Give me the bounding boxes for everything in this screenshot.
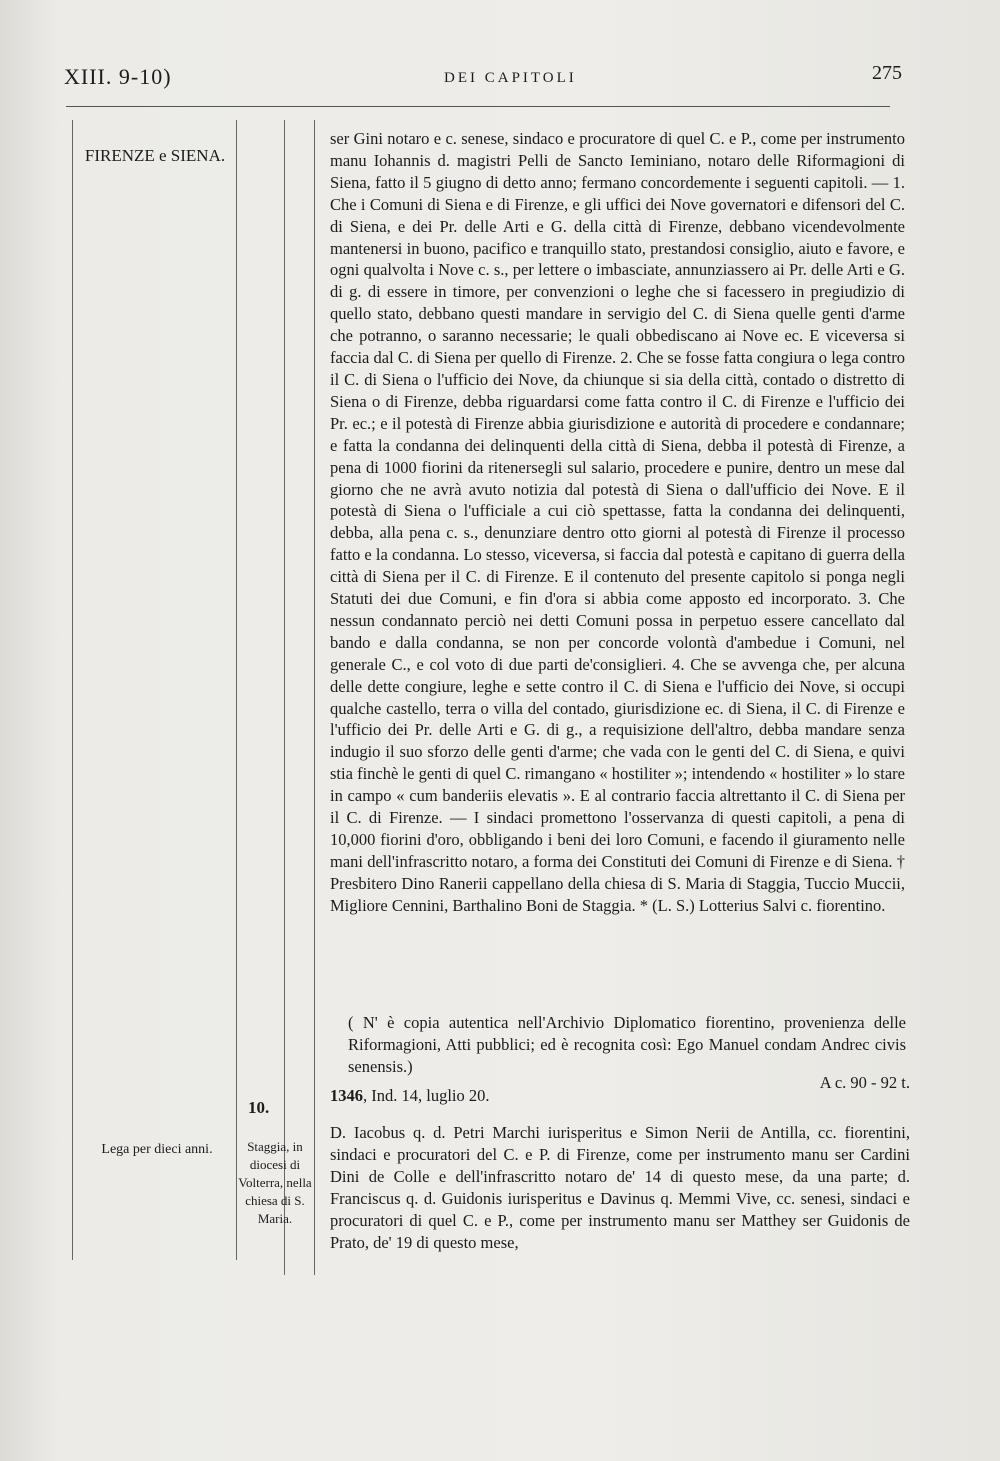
entry-subject: Lega per dieci anni. — [101, 1142, 213, 1157]
page-number: 275 — [872, 62, 902, 84]
header-section-ref: XIII. 9-10) — [64, 64, 172, 89]
running-header — [64, 62, 904, 96]
entry-number: 10. — [248, 1098, 270, 1117]
entry-place: Staggia, in diocesi di Volterra, nella chiesa di S. Maria. — [238, 1139, 312, 1226]
header-title: DEI CAPITOLI — [444, 70, 577, 86]
folio-reference: A c. 90 - 92 t. — [819, 1073, 910, 1092]
entry-year: 1346 — [330, 1086, 363, 1105]
column-rule — [236, 120, 237, 1260]
column-rule — [314, 120, 315, 1275]
entry-date-rest: , Ind. 14, luglio 20. — [363, 1086, 490, 1105]
margin-place-label: FIRENZE e SIENA. — [84, 146, 226, 165]
archival-note: ( N' è copia autentica nell'Archivio Diplomatico fiorentino, provenienza delle Riformagioni, Atti pubblici; ed è recognita così: Ego Manuel condam Andrec civis senensis.) — [348, 1013, 906, 1076]
main-text — [330, 128, 905, 917]
header-rule — [66, 106, 890, 107]
column-rule — [284, 120, 285, 1275]
entry-date — [330, 1086, 490, 1106]
body-paragraph: ser Gini notaro e c. senese, sindaco e procuratore di quel C. e P., come per instrumento manu Iohannis d. magistri Pelli de Sancto Ieminiano, notaro delle Riformagioni di Siena, fatto il 5 giugno di detto anno; fermano concordemente i seguenti capitoli. — 1. Che i Comuni di Siena e di Firenze, e gli uffici dei Nove governatori e difensori del C. di Siena, e dei Pr. delle Arti e G. della città di Firenze, debbano vicendevolmente mantenersi in buono, pacifico e tranquillo stato, prestandosi consiglio, aiuto e favore, e ogni qualvolta i Nove c. s., per lettere o imbasciate, annunziassero ai Pr. delle Arti e G. di g. di essere in timore, per convenzioni o leghe che si facessero in pregiudizio di quello stato, debbano questi mandare in servigio del C. di Siena quelle genti d'arme che potranno, o saranno necessarie; le quali obbediscano ai Nove ec. E viceversa si faccia dal C. di Siena per quello di Firenze. 2. Che se fosse fatta congiura o lega contro il C. di Siena o l'ufficio dei Nove, da chiunque si sia della città, contado o distretto di Siena o di Firenze, debba riguardarsi come fatta contro il C. di Firenze e l'ufficio dei Pr. ec.; e il potestà di Firenze abbia giurisdizione e autorità di procedere e condannare; e fatta la condanna dei delinquenti della città di Siena, debba il potestà di Firenze, a pena di 1000 fiorini da ritenersegli sul salario, procedere e punire, dentro un mese dal giorno che ne avrà avuto notizia dal potestà di Siena o dall'ufficio dei Nove. E il potestà di Siena o l'ufficiale a cui ciò spettasse, fatta la condanna dei delinquenti, debba, alla pena c. s., denunziare dentro otto giorni al potestà di Firenze il processo fatto e la condanna. Lo stesso, viceversa, si faccia dal potestà e capitano di guerra della città di Siena per il C. di Firenze. E il contenuto del presente capitolo si ponga negli Statuti dei due Comuni, e fin d'ora si abbia come apposto ed incorporato. 3. Che nessun condannato perciò nei detti Comuni possa in perpetuo essere cancellato dal bando e dalla condanna, se non per concorde volontà d'ambedue i Comuni, nel generale C., e col voto di due parti de'consiglieri. 4. Che se avvenga che, per alcuna delle dette congiure, leghe e sette contro il C. di Siena e l'ufficio dei Nove, si occupi qualche castello, terra o villa del contado, giurisdizione ec. di Siena, il C. di Firenze e l'ufficio dei Pr. delle Arti e G. di g., a requisizione dell'altro, debba mandare senza indugio il suo sforzo delle genti d'arme; che vada con le genti del C. di Siena, e quivi stia finchè le genti di quel C. rimangano « hostiliter »; intendendo « hostiliter » lo stare in campo « cum banderiis elevatis ». E al contrario faccia altrettanto il C. di Siena per il C. di Firenze. — I sindaci promettono l'osservanza di questi capitoli, a pena di 10,000 fiorini d'oro, obbligando i beni dei loro Comuni, e facendo il giuramento nelle mani dell'infrascritto notaro, a forma dei Constituti dei Comuni di Firenze e di Siena. † Presbitero Dino Ranerii cappellano della chiesa di S. Maria di Staggia, Tuccio Muccii, Migliore Cennini, Barthalino Boni de Staggia. * (L. S.) Lotterius Salvi c. fiorentino. — [330, 129, 905, 915]
entry-text: D. Iacobus q. d. Petri Marchi iurisperitus e Simon Nerii de Antilla, cc. fiorentini, sindaci e procuratori del C. e P. di Firenze, come per instrumento manu ser Cardini Dini de Colle e dell'infrascritto notaro de' 14 di questo mese, da una parte; d. Franciscus q. d. Guidonis iurisperitus e Davinus q. Memmi Vive, cc. senesi, sindaci e procuratori di quel C. e P., come per instrumento manu ser Matthey ser Guidonis de Prato, de' 19 di questo mese, — [330, 1123, 910, 1252]
column-rule — [72, 120, 73, 1260]
